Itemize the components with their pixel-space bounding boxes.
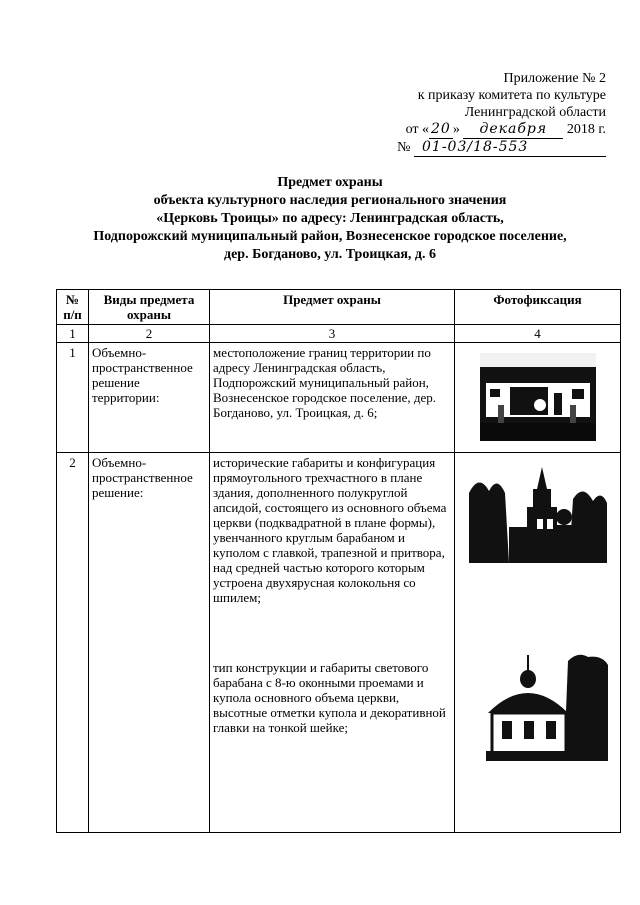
row-type: Объемно-пространственное решение территории: [89, 343, 210, 453]
col-num-1: 1 [57, 325, 89, 343]
table-row [57, 343, 621, 453]
date-year: 2018 г. [566, 122, 606, 137]
table-header-row [57, 290, 621, 325]
row-photo-cell [455, 343, 621, 453]
col-num-3: 3 [210, 325, 455, 343]
appendix-header [397, 70, 606, 157]
header-subject: Предмет охраны [210, 290, 455, 325]
col-num-2: 2 [89, 325, 210, 343]
photo-dome-drum [468, 651, 608, 761]
date-month: декабря [463, 121, 563, 139]
header-photo: Фотофиксация [455, 290, 621, 325]
appendix-date [397, 121, 606, 139]
title-line3: «Церковь Троицы» по адресу: Ленинградская область, [156, 211, 504, 226]
appendix-number [397, 139, 606, 157]
document-title [40, 174, 620, 264]
row-number: 2 [57, 453, 89, 833]
row-type: Объемно-пространственное решение: [89, 453, 210, 833]
date-day: 20 [431, 121, 451, 137]
appendix-line2: к приказу комитета по культуре [417, 88, 606, 103]
row-subject-part2: тип конструкции и габариты светового барабана с 8-ю оконными проемами и купола основного объема церкви, высотные отметки купола и декоративной главки на тонкой шейке; [213, 660, 446, 735]
row-photo-cell [455, 453, 621, 833]
title-line1: Предмет охраны [277, 175, 383, 190]
table-row [57, 453, 621, 833]
header-num: № п/п [57, 290, 89, 325]
photo-church-silhouette [469, 463, 607, 563]
protection-table [56, 289, 621, 833]
row-number: 1 [57, 343, 89, 453]
row-subject: местоположение границ территории по адресу Ленинградская область, Подпорожский муниципальный район, Вознесенское городское поселение, дер. Богданово, ул. Троицкая, д. 6; [210, 343, 455, 453]
col-num-4: 4 [455, 325, 621, 343]
spacer [213, 605, 451, 660]
date-mid: » [452, 122, 460, 137]
title-line2: объекта культурного наследия регионального значения [153, 193, 507, 208]
appendix-line3: Ленинградской области [464, 105, 606, 120]
row-subject-part1: исторические габариты и конфигурация прямоугольного трехчастного в плане здания, дополненного полукруглой апсидой, состоящего из основного объема церкви (подквадратной в плане формы), увенчанного круглым барабаном и куполом с главкой, трапезной и притвора, над средней частью которого которым устроена двухярусная колокольня со шпилем; [213, 455, 447, 605]
header-types: Виды предмета охраны [89, 290, 210, 325]
row-subject-cell [210, 453, 455, 833]
number-value: 01-03/18-553 [414, 139, 606, 157]
date-prefix: от « [405, 122, 429, 137]
appendix-line1: Приложение № 2 [503, 71, 606, 86]
number-prefix: № [397, 140, 411, 155]
column-number-row [57, 325, 621, 343]
title-line4: Подпорожский муниципальный район, Вознесенское городское поселение, [93, 229, 567, 244]
photo-entrance-gate [480, 353, 596, 441]
title-line5: дер. Богданово, ул. Троицкая, д. 6 [223, 247, 436, 262]
